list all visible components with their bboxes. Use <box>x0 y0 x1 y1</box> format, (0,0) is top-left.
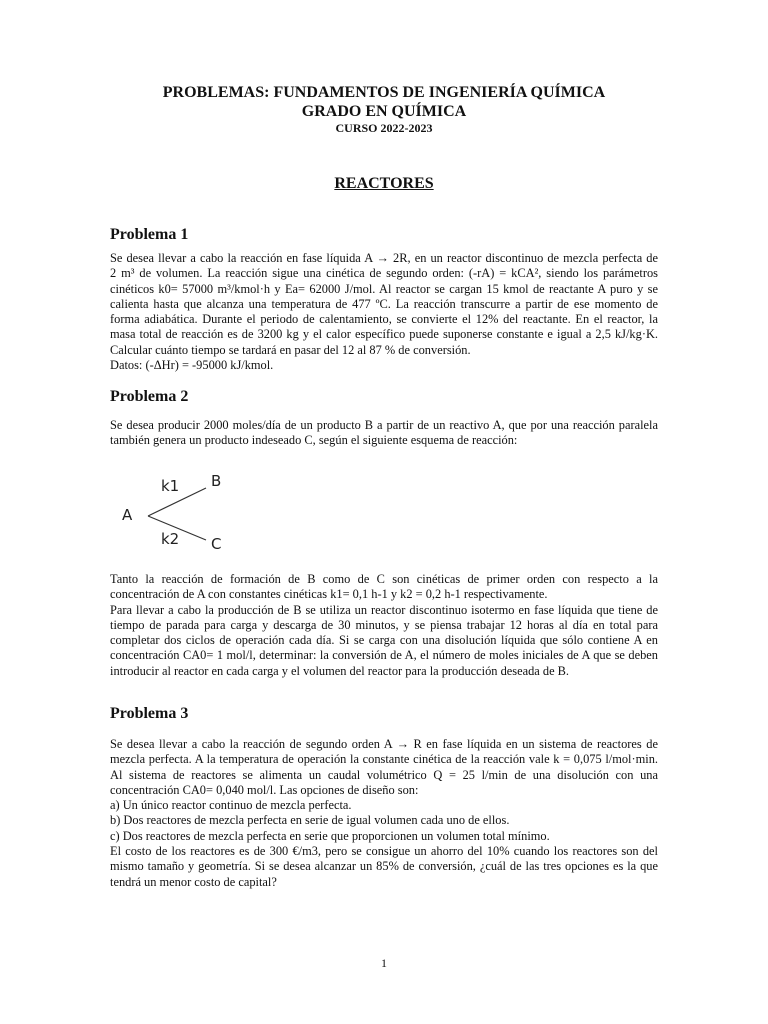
text-line: concentración CA0= 0,040 mol/l. Las opciones de diseño son: <box>110 782 419 797</box>
text-line: también genera un producto indeseado C, según el siguiente esquema de reacción: <box>110 433 518 448</box>
text-line: El costo de los reactores es de 300 €/m3, pero se consigue un ahorro del 10% cuando los reactores son del <box>110 844 658 859</box>
text-line: introducir al reactor en cada carga y el volumen del reactor para la producción deseada de B. <box>110 663 570 678</box>
text-line: completar dos ciclos de operación cada día. Si se carga con una disolución líquida que sólo contiene A en <box>110 633 658 648</box>
text-line: tendrá un menor costo de capital? <box>110 874 277 889</box>
text-line: mezcla perfecta. A la temperatura de operación la constante cinética de la reacción vale k = 0,075 l/mol·min. <box>110 752 658 767</box>
problem-2-intro <box>110 418 658 449</box>
reaction-scheme-diagram <box>110 468 310 558</box>
reactant-label: A <box>122 506 133 524</box>
text-line: 2 m³ de volumen. La reacción sigue una cinética de segundo orden: (-rA) = kCA², siendo los parámetros <box>110 266 658 281</box>
document-title: PROBLEMAS: FUNDAMENTOS DE INGENIERÍA QUÍMICA <box>162 84 606 101</box>
text-line: Para llevar a cabo la producción de B se utiliza un reactor discontinuo isotermo en fase líquida que tiene de <box>110 602 658 617</box>
product-c-label: C <box>211 535 222 553</box>
text-line: concentración CA0= 1 mol/l, determinar: la conversión de A, el número de moles iniciales de A que se deben <box>110 648 658 663</box>
problem-2-heading: Problema 2 <box>110 388 189 405</box>
text-line: a) Un único reactor continuo de mezcla perfecta. <box>110 798 352 813</box>
problem-3-text <box>110 737 658 890</box>
problem-1-heading: Problema 1 <box>110 226 189 243</box>
section-title: REACTORES <box>334 175 434 192</box>
text-line: mismo tamaño y geometría. Si se desea alcanzar un 85% de conversión, ¿cuál de las tres opciones es la que <box>110 859 658 874</box>
text-line: b) Dos reactores de mezcla perfecta en serie de igual volumen cada uno de ellos. <box>110 813 510 828</box>
text-line: Se desea llevar a cabo la reacción en fase líquida A → 2R, en un reactor discontinuo de mezcla perfecta de <box>110 251 658 265</box>
k2-label: k2 <box>161 530 180 548</box>
text-line: concentración de A con constantes cinéticas k1= 0,1 h-1 y k2 = 0,2 h-1 respectivamente. <box>110 587 548 602</box>
text-line: cinéticos k0= 57000 m³/kmol·h y Ea= 62000 J/mol. Al reactor se cargan 15 kmol de reactante A puro y se <box>110 281 658 296</box>
text-line: tiempo de parada para carga y descarga de 30 minutos, y se piensa trabajar 12 horas al día en total para <box>110 617 658 632</box>
page-number: 1 <box>381 956 387 970</box>
text-line: Datos: (-ΔHr) = -95000 kJ/kmol. <box>110 358 274 373</box>
text-line: Se desea producir 2000 moles/día de un producto B a partir de un reactivo A, que por una reacción paralela <box>110 418 658 432</box>
text-line: Se desea llevar a cabo la reacción de segundo orden A → R en fase líquida en un sistema de reactores de <box>110 737 658 751</box>
problem-1-text <box>110 251 658 373</box>
text-line: Calcular cuánto tiempo se tardará en pasar del 12 al 87 % de conversión. <box>110 342 471 357</box>
text-line: masa total de reacción es de 3200 kg y el calor específico puede suponerse constante e igual a 2,5 kJ/kg·K. <box>110 327 658 342</box>
problem-2-text <box>110 572 658 679</box>
product-b-label: B <box>211 472 222 490</box>
text-line: Tanto la reacción de formación de B como de C son cinéticas de primer orden con respecto a la <box>110 572 658 586</box>
document-subtitle: GRADO EN QUÍMICA <box>301 103 467 120</box>
problem-3-heading: Problema 3 <box>110 705 189 722</box>
text-line: calienta hasta que alcanza una temperatura de 477 ºC. La reacción transcurre a partir de ese momento de <box>110 296 658 311</box>
text-line: forma adiabática. Durante el periodo de calentamiento, se convierte el 12% del reactante. En el reactor, la <box>110 312 658 327</box>
course-label: CURSO 2022-2023 <box>335 121 433 135</box>
k1-label: k1 <box>161 477 180 495</box>
text-line: Al sistema de reactores se alimenta un caudal volumétrico Q = 25 l/min de una disolución con una <box>110 767 658 782</box>
text-line: c) Dos reactores de mezcla perfecta en serie que proporcionen un volumen total mínimo. <box>110 828 550 843</box>
